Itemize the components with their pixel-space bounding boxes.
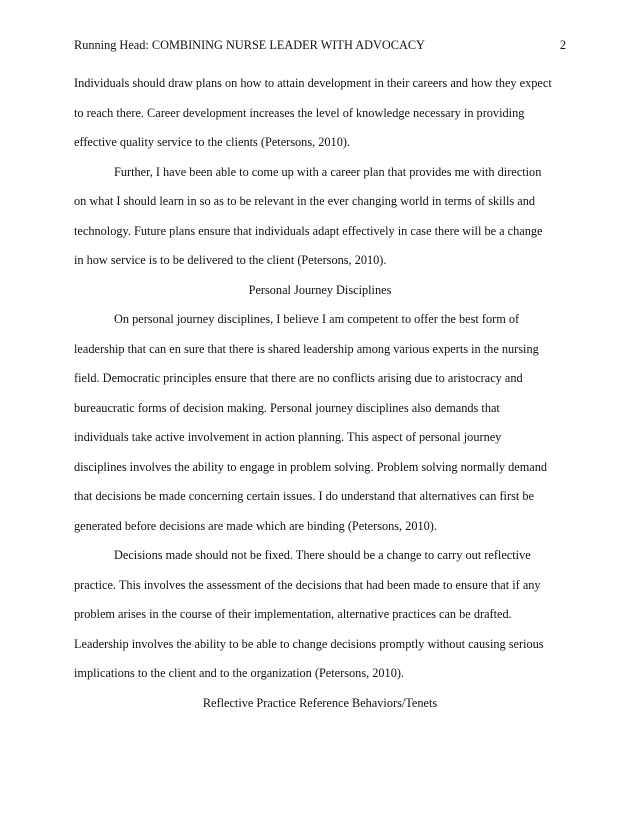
section-heading: Reflective Practice Reference Behaviors/Tenets (202, 695, 438, 710)
text-line: implications to the client and to the organization (Petersons, 2010). (74, 666, 405, 680)
text-line: effective quality service to the clients (Petersons, 2010). (74, 135, 351, 149)
text-line: Decisions made should not be fixed. There should be a change to carry out reflective (114, 548, 531, 562)
text-line: in how service is to be delivered to the client (Petersons, 2010). (74, 253, 387, 267)
page-header (74, 36, 566, 54)
text-line: Individuals should draw plans on how to attain development in their careers and how they expect (74, 76, 552, 90)
page-number: 2 (559, 38, 566, 52)
text-line: to reach there. Career development increases the level of knowledge necessary in providing (74, 105, 525, 120)
text-line: problem arises in the course of their implementation, alternative practices can be drafted. (74, 607, 512, 621)
text-line: technology. Future plans ensure that individuals adapt effectively in case there will be a change (74, 223, 543, 238)
text-line: Leadership involves the ability to be able to change decisions promptly without causing serious (74, 636, 544, 651)
text-line: disciplines involves the ability to engage in problem solving. Problem solving normally demand (74, 459, 548, 474)
text-line: on what I should learn in so as to be relevant in the ever changing world in terms of skills and (74, 194, 536, 208)
text-line: Further, I have been able to come up with a career plan that provides me with direction (114, 164, 542, 179)
body-text (74, 72, 566, 721)
text-line: that decisions be made concerning certain issues. I do understand that alternatives can first be (74, 489, 534, 503)
text-line: practice. This involves the assessment of the decisions that had been made to ensure that if any (74, 577, 541, 592)
text-line: individuals take active involvement in action planning. This aspect of personal journey (74, 430, 502, 444)
text-line: field. Democratic principles ensure that there are no conflicts arising due to aristocracy and (74, 371, 523, 385)
running-head: Running Head: COMBINING NURSE LEADER WITH ADVOCACY (74, 38, 425, 52)
text-line: generated before decisions are made which are binding (Petersons, 2010). (74, 518, 437, 533)
text-line: leadership that can en sure that there is shared leadership among various experts in the nursing (74, 341, 539, 356)
text-line: bureaucratic forms of decision making. Personal journey disciplines also demands that (74, 400, 500, 415)
text-line: On personal journey disciplines, I believe I am competent to offer the best form of (114, 312, 520, 326)
section-heading: Personal Journey Disciplines (248, 282, 392, 297)
